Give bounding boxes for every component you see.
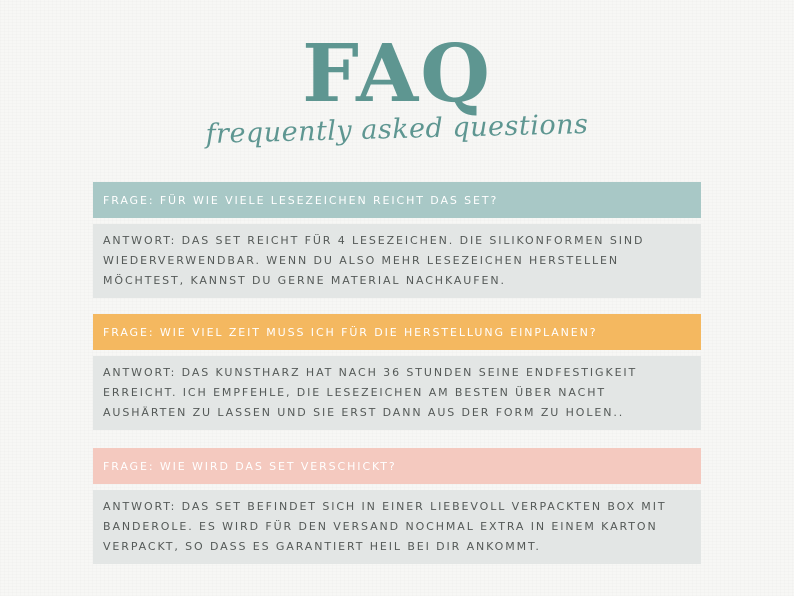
faq-question-1: FRAGE: FÜR WIE VIELE LESEZEICHEN REICHT DAS SET? <box>93 182 701 218</box>
faq-answer-3: ANTWORT: DAS SET BEFINDET SICH IN EINER LIEBEVOLL VERPACKTEN BOX MIT BANDEROLE. ES WIRD FÜR DEN VERSAND NOCHMAL EXTRA IN EINEM KARTON VERPACKT, SO DASS ES GARANTIERT HEIL BEI DIR ANKOMMT. <box>93 490 701 564</box>
faq-answer-2: ANTWORT: DAS KUNSTHARZ HAT NACH 36 STUNDEN SEINE ENDFESTIGKEIT ERREICHT. ICH EMPFEHLE, DIE LESEZEICHEN AM BESTEN ÜBER NACHT AUSHÄRTEN ZU LASSEN UND SIE ERST DANN AUS DER FORM ZU HOLEN.. <box>93 356 701 430</box>
page-title: FAQ <box>302 26 492 120</box>
faq-item-2 <box>93 314 701 430</box>
faq-question-3: FRAGE: WIE WIRD DAS SET VERSCHICKT? <box>93 448 701 484</box>
faq-answer-1: ANTWORT: DAS SET REICHT FÜR 4 LESEZEICHEN. DIE SILIKONFORMEN SIND WIEDERVERWENDBAR. WENN DU ALSO MEHR LESEZEICHEN HERSTELLEN MÖCHTEST, KANNST DU GERNE MATERIAL NACHKAUFEN. <box>93 224 701 298</box>
faq-question-2: FRAGE: WIE VIEL ZEIT MUSS ICH FÜR DIE HERSTELLUNG EINPLANEN? <box>93 314 701 350</box>
page-subtitle: frequently asked questions <box>205 108 589 151</box>
faq-item-3 <box>93 448 701 564</box>
faq-item-1 <box>93 182 701 298</box>
